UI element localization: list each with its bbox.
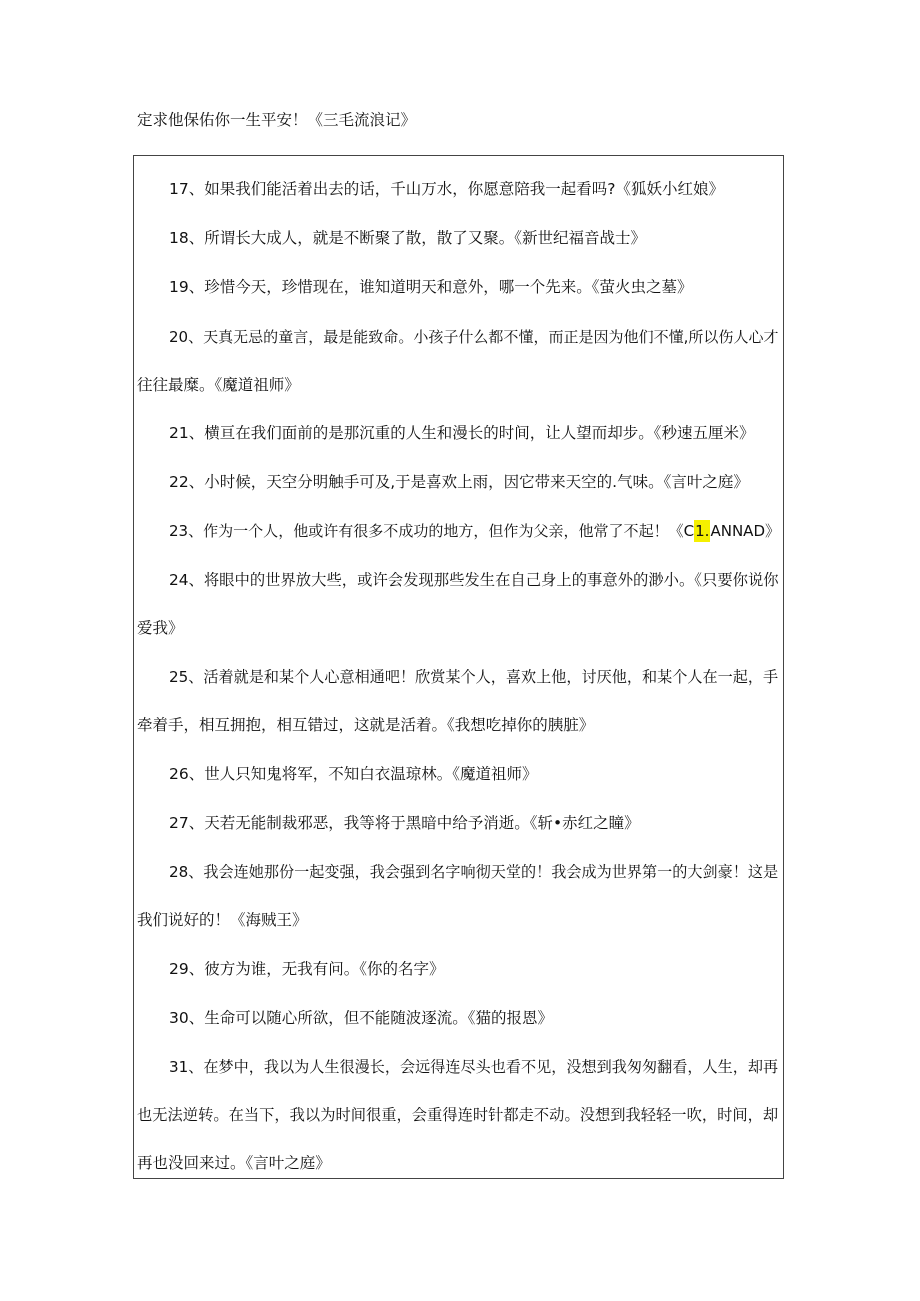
quote-line: 也无法逆转。在当下，我以为时间很重，会重得连时针都走不动。没想到我轻轻一吹，时间，却 — [137, 1106, 779, 1124]
quote-line: 牵着手，相互拥抱，相互错过，这就是活着。《我想吃掉你的胰脏》 — [137, 716, 595, 734]
quote-line: 17、如果我们能活着出去的话，千山万水，你愿意陪我一起看吗?《狐妖小红娘》 — [169, 180, 724, 198]
quote-line — [137, 507, 782, 555]
quote-box — [133, 155, 784, 1179]
quote-25 — [137, 653, 782, 749]
quote-line: 29、彼方为谁，无我有问。《你的名字》 — [169, 960, 445, 978]
quote-23 — [137, 507, 782, 555]
quote-line: 25、活着就是和某个人心意相通吧！欣赏某个人，喜欢上他，讨厌他，和某个人在一起，手 — [169, 668, 779, 686]
quote-text: 23、作为一个人，他或许有很多不成功的地方，但作为父亲，他常了不起！《C — [169, 522, 695, 540]
quote-24 — [137, 556, 782, 652]
quote-17 — [137, 165, 782, 213]
quote-line: 30、生命可以随心所欲，但不能随波逐流。《猫的报恩》 — [169, 1009, 553, 1027]
quote-line: 19、珍惜今天，珍惜现在，谁知道明天和意外，哪一个先来。《萤火虫之墓》 — [169, 278, 693, 296]
quote-18 — [137, 214, 782, 262]
continued-text-line: 定求他保佑你一生平安！《三毛流浪记》 — [137, 111, 417, 129]
quote-22 — [137, 458, 782, 506]
quote-line: 24、将眼中的世界放大些，或许会发现那些发生在自己身上的事意外的渺小。《只要你说你 — [169, 571, 779, 589]
quote-line: 27、天若无能制裁邪恶，我等将于黑暗中给予消逝。《斩•赤红之瞳》 — [169, 814, 640, 832]
quote-line: 往往最糜。《魔道祖师》 — [137, 376, 300, 394]
quote-20 — [137, 313, 782, 409]
quote-19 — [137, 263, 782, 311]
highlighted-text: 1. — [695, 522, 710, 540]
quote-21 — [137, 409, 782, 457]
quote-26 — [137, 750, 782, 798]
quote-line: 21、横亘在我们面前的是那沉重的人生和漫长的时间，让人望而却步。《秒速五厘米》 — [169, 424, 755, 442]
quote-line: 爱我》 — [137, 619, 184, 637]
quote-line: 我们说好的！《海贼王》 — [137, 911, 308, 929]
quote-27 — [137, 799, 782, 847]
quote-line: 31、在梦中，我以为人生很漫长，会远得连尽头也看不见，没想到我匆匆翻看，人生，却再 — [169, 1058, 779, 1076]
quote-28 — [137, 848, 782, 944]
quote-line: 22、小时候，天空分明触手可及,于是喜欢上雨，因它带来天空的.气味。《言叶之庭》 — [169, 473, 749, 491]
quote-line: 20、天真无忌的童言，最是能致命。小孩子什么都不懂，而正是因为他们不懂,所以伤人心才 — [169, 328, 779, 346]
quote-line: 28、我会连她那份一起变强，我会强到名字响彻天堂的！我会成为世界第一的大剑豪！这是 — [169, 863, 779, 881]
quote-text: ANNAD》 — [710, 522, 781, 540]
quote-line: 再也没回来过。《言叶之庭》 — [137, 1154, 331, 1172]
quote-30 — [137, 994, 782, 1042]
quote-29 — [137, 945, 782, 993]
quote-line: 18、所谓长大成人，就是不断聚了散，散了又聚。《新世纪福音战士》 — [169, 229, 646, 247]
quote-line: 26、世人只知鬼将军，不知白衣温琼林。《魔道祖师》 — [169, 765, 538, 783]
quote-31 — [137, 1043, 782, 1187]
